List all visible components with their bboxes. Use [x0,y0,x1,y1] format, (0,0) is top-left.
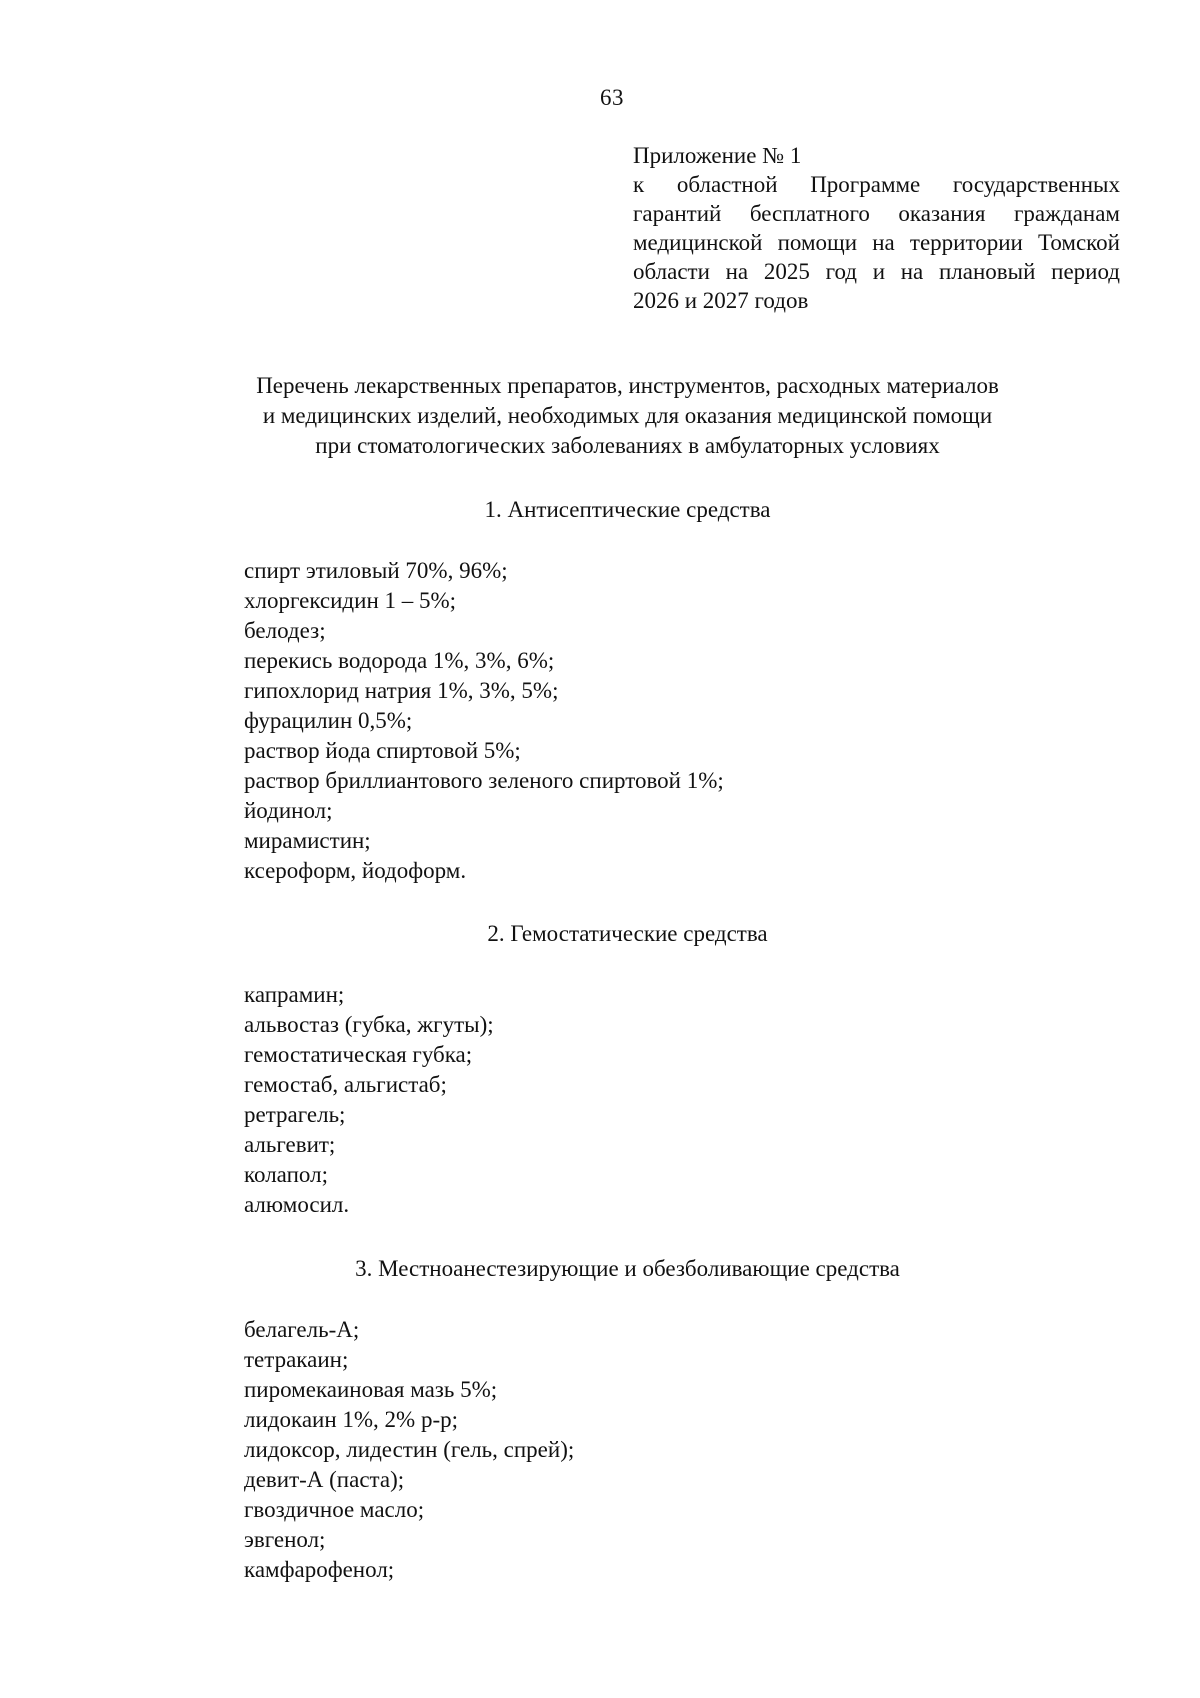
list-item: девит-А (паста); [244,1467,405,1492]
title-line: Перечень лекарственных препаратов, инструментов, расходных материалов [256,373,999,398]
list-item: хлоргексидин 1 – 5%; [244,588,457,613]
list-item: спирт этиловый 70%, 96%; [244,558,508,583]
section-heading-anesthetics: 3. Местноанестезирующие и обезболивающие средства [355,1256,900,1281]
list-item: тетракаин; [244,1347,349,1372]
appendix-line: к областной Программе государственных [633,172,1120,197]
list-item: камфарофенол; [244,1557,395,1582]
list-item: лидокаин 1%, 2% р-р; [244,1407,459,1432]
list-item: альвостаз (губка, жгуты); [244,1012,494,1037]
anesthetics-list [244,1315,574,1585]
list-item: белодез; [244,618,326,643]
list-item: гемостатическая губка; [244,1042,473,1067]
list-item: капрамин; [244,982,345,1007]
list-item: гвоздичное масло; [244,1497,425,1522]
list-item: пиромекаиновая мазь 5%; [244,1377,498,1402]
appendix-line: области на 2025 год и на плановый период [633,259,1120,284]
document-title [180,371,1075,461]
list-item: мирамистин; [244,828,371,853]
title-line: при стоматологических заболеваниях в амбулаторных условиях [315,433,940,458]
list-item: перекись водорода 1%, 3%, 6%; [244,648,555,673]
list-item: колапол; [244,1162,328,1187]
hemostatics-list [244,980,494,1220]
appendix-line: медицинской помощи на территории Томской [633,230,1120,255]
title-line: и медицинских изделий, необходимых для оказания медицинской помощи [262,403,993,428]
list-item: лидоксор, лидестин (гель, спрей); [244,1437,575,1462]
list-item: ретрагель; [244,1102,346,1127]
list-item: альгевит; [244,1132,336,1157]
appendix-line: Приложение № 1 [633,143,802,168]
list-item: раствор йода спиртовой 5%; [244,738,521,763]
list-item: раствор бриллиантового зеленого спиртовой 1%; [244,768,724,793]
page-number: 63 [600,85,624,110]
list-item: гемостаб, альгистаб; [244,1072,447,1097]
list-item: йодинол; [244,798,333,823]
list-item: гипохлорид натрия 1%, 3%, 5%; [244,678,559,703]
list-item: фурацилин 0,5%; [244,708,413,733]
section-heading-antiseptics: 1. Антисептические средства [484,497,771,522]
list-item: белагель-А; [244,1317,360,1342]
list-item: ксероформ, йодоформ. [244,858,467,883]
list-item: эвгенол; [244,1527,326,1552]
appendix-reference [633,141,1120,315]
section-heading-hemostatics: 2. Гемостатические средства [487,921,768,946]
appendix-line: гарантий бесплатного оказания гражданам [633,201,1120,226]
antiseptics-list [244,556,724,886]
appendix-line: 2026 и 2027 годов [633,288,809,313]
list-item: алюмосил. [244,1192,350,1217]
